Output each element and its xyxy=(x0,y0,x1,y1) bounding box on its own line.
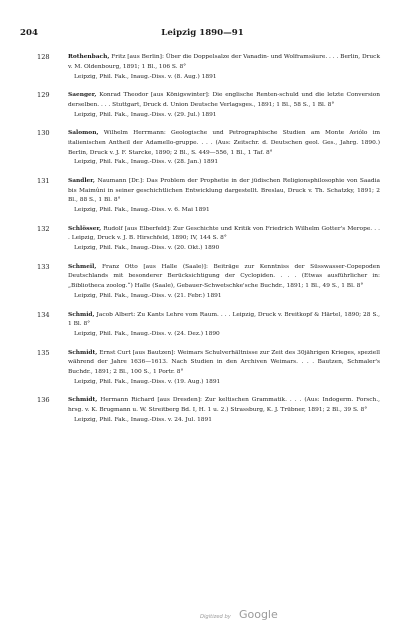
entry-citation xyxy=(68,349,380,378)
digitized-watermark xyxy=(200,603,278,622)
entry-130 xyxy=(20,129,380,168)
entry-author: Rothenbach, xyxy=(68,54,110,60)
entry-text: Wilhelm Herrmann: Geologische und Petrographische Studien am Monte Aviólo im italienischen Antheil der Adamello-gruppe. . . . (Aus: Zeitschr. d. Deutschen geol. Ges., Jahrg. 1890.) Berlin, Druck v. J. F. Starcke, 1890; 2 Bl., S. 449—556, 1 Bl., 1 Taf. 8° xyxy=(68,130,380,156)
entry-dissertation-note: Leipzig, Phil. Fak., Inaug.-Diss. v. (24. Dez.) 1890 xyxy=(74,331,220,338)
entry-131 xyxy=(20,177,380,216)
entry-dissertation-note: Leipzig, Phil. Fak., Inaug.-Diss. v. (8. Aug.) 1891 xyxy=(74,73,217,80)
entry-text: Jacob Albert: Zu Kants Lehre vom Raum. . . . Leipzig, Druck v. Breitkopf & Härtel, 1890; 28 S., 1 Bl. 8° xyxy=(68,311,380,328)
entry-citation xyxy=(68,91,380,111)
entry-dissertation-note: Leipzig, Phil. Fak., Inaug.-Diss. v. (19. Aug.) 1891 xyxy=(74,378,221,385)
entry-citation xyxy=(68,53,380,73)
entry-dissertation-note: Leipzig, Phil. Fak., Inaug.-Diss. v. 24. Jul. 1891 xyxy=(74,416,212,423)
entry-citation xyxy=(68,396,380,416)
entry-author: Saenger, xyxy=(68,92,97,99)
running-title: Leipzig 1890—91 xyxy=(161,28,244,38)
digitized-by-text: Digitized by xyxy=(200,614,231,620)
entry-author: Schmidt, xyxy=(68,397,98,404)
entry-author: Schlösser, xyxy=(68,225,102,232)
page-header xyxy=(20,28,380,38)
entry-text: Hermann Richard [aus Dresden]: Zur keltischen Grammatik. . . . (Aus: Indogerm. Forsch., hrsg. v. K. Brugmann u. W. Streitberg Bd. I, H. 1 u. 2.) Strassburg, K. J. Trübner, 1891; 2 Bl., 39 S. 8° xyxy=(68,397,380,414)
entry-134 xyxy=(20,311,380,340)
entry-text: Ernst Curt [aus Bautzen]: Weimars Schulverhältnisse zur Zeit des 30jährigen Krieges, speziell während der Jahre 1636—1613. Nach Studien in den Archiven Weimars. . . . Bautzen, Schmaler's Buchdr., 1891; 2 Bl., 100 S., 1 Portr. 8° xyxy=(68,349,380,376)
entry-number: 131 xyxy=(37,176,50,185)
entry-author: Sandler, xyxy=(68,177,95,184)
entry-dissertation-note: Leipzig, Phil. Fak., Inaug.-Diss. v. (20. Okt.) 1890 xyxy=(74,245,220,252)
entry-text: Naumann [Dr.]: Das Problem der Prophetie in der jüdischen Religionsphilosophie von Saadia bis Maimûni in seiner geschichtlichen Entwicklung dargestellt. Breslau, Druck v. Th. Schatzky, 1891; 2 Bl., 88 S., 1 Bl. 8° xyxy=(68,177,380,204)
entry-133 xyxy=(20,263,380,302)
entry-author: Salomon, xyxy=(68,130,99,137)
entry-number: 132 xyxy=(37,224,50,233)
entry-citation xyxy=(68,129,380,158)
entry-text: Fritz [aus Berlin]: Über die Doppelsalze der Vanadin- und Wolframsäure. . . . Berlin, Druck v. M. Oldenbourg, 1891; 1 Bl., 106 S. 8° xyxy=(68,54,380,70)
entry-citation xyxy=(68,311,380,331)
entry-number: 130 xyxy=(37,129,50,138)
entry-number: 134 xyxy=(37,310,50,319)
page-number: 204 xyxy=(20,28,38,38)
entry-number: 133 xyxy=(37,262,50,271)
entry-text: Franz Otto [aus Halle (Saale)]: Beiträge zur Kenntniss der Süsswasser-Copepoden Deutschlands mit besonderer Berücksichtigung der Cyclopiden. . . . (Etwas ausführlicher in: „Bibliotheca zoolog.“) Halle (Saale), Gebauer-Schwetschke'sche Buchdr., 1891; 1 Bl., 49 S., 1 Bl. 8° xyxy=(68,263,380,290)
entry-number: 135 xyxy=(37,348,50,357)
entry-136 xyxy=(20,396,380,425)
entry-author: Schmid, xyxy=(68,311,95,318)
entry-author: Schmeil, xyxy=(68,263,97,270)
google-logo-text: Google xyxy=(238,608,278,621)
entry-number: 128 xyxy=(37,53,50,61)
entry-citation xyxy=(68,225,380,245)
entry-author: Schmidt, xyxy=(68,349,98,356)
entry-number: 136 xyxy=(37,396,50,405)
entry-dissertation-note: Leipzig, Phil. Fak., Inaug.-Diss. v. (21. Febr.) 1891 xyxy=(74,292,222,299)
entry-128 xyxy=(20,53,380,82)
entry-dissertation-note: Leipzig, Phil. Fak., Inaug.-Diss. v. (28. Jan.) 1891 xyxy=(74,159,219,166)
entry-text: Konrad Theodor [aus Königswinter]: Die englische Renten-schuld und die letzte Conversion derselben. . . . Stuttgart, Druck d. Union Deutsche Verlagsges., 1891; 1 Bl., 58 S., 1 Bl. 8° xyxy=(68,92,380,108)
entry-132 xyxy=(20,225,380,254)
entry-dissertation-note: Leipzig, Phil. Fak., Inaug.-Diss. v. (29. Jul.) 1891 xyxy=(74,111,217,118)
entry-135 xyxy=(20,349,380,388)
entry-129 xyxy=(20,91,380,120)
entry-citation xyxy=(68,177,380,206)
entry-citation xyxy=(68,263,380,292)
entry-text: Rudolf [aus Elberfeld]: Zur Geschichte und Kritik von Friedrich Wilhelm Gotter's Merope. . . . Leipzig, Druck v. J. B. Hirschfeld, 1890; IV, 144 S. 8° xyxy=(68,225,380,242)
entry-number: 129 xyxy=(37,91,50,100)
entry-dissertation-note: Leipzig, Phil. Fak., Inaug.-Diss. v. 6. Mai 1891 xyxy=(74,207,210,214)
